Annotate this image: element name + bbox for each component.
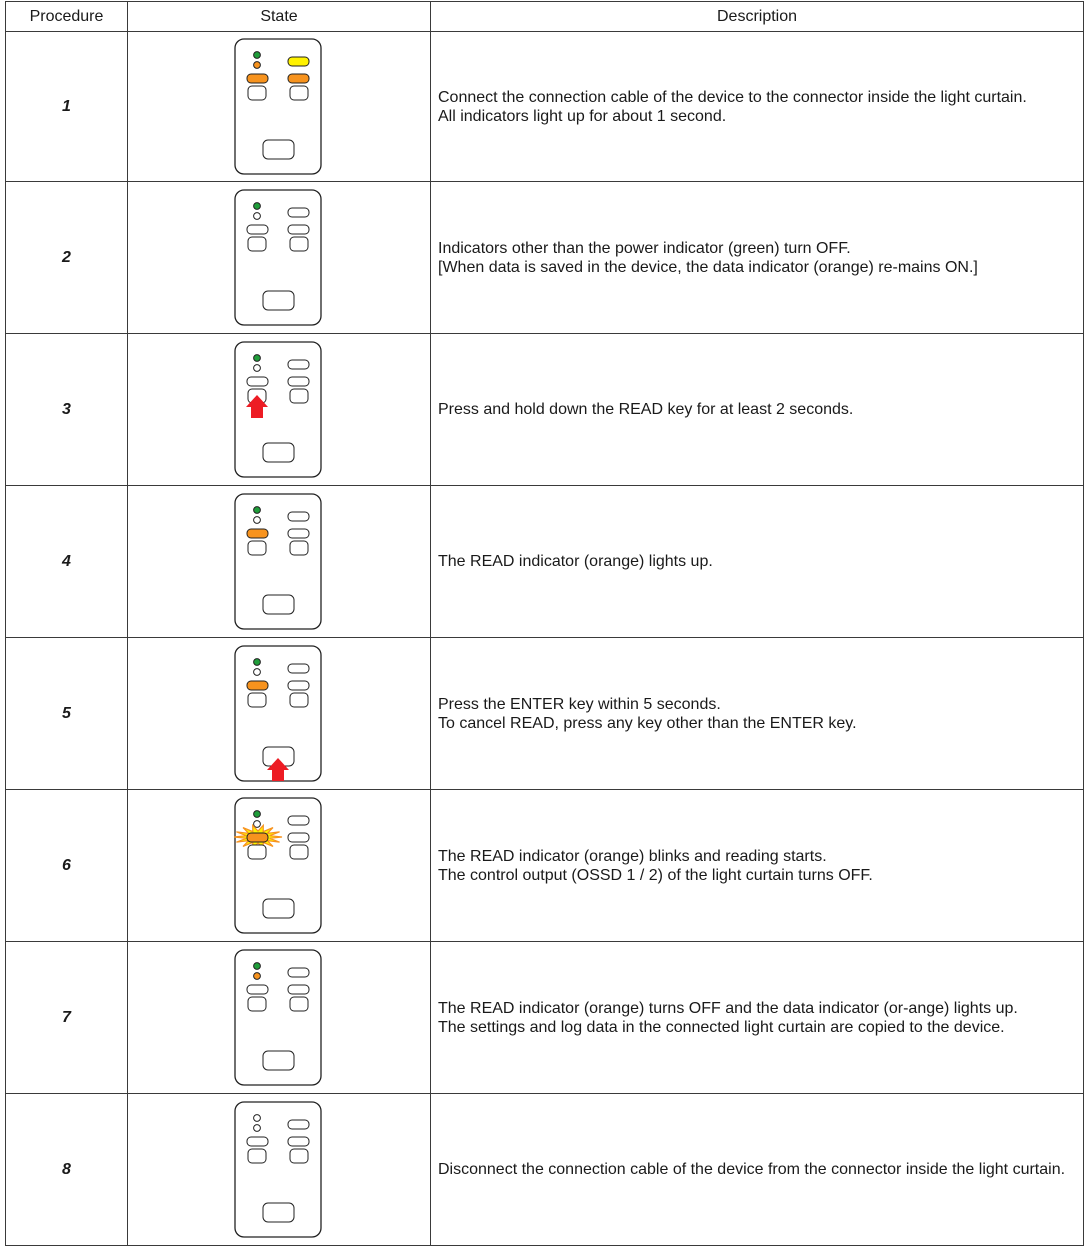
read-indicator xyxy=(247,74,268,83)
data-indicator xyxy=(254,972,261,979)
mode-key xyxy=(290,541,308,555)
device-diagram xyxy=(234,797,324,935)
mode-key xyxy=(290,389,308,403)
enter-key xyxy=(263,1051,294,1070)
right-indicator xyxy=(288,529,309,538)
top-right-indicator xyxy=(288,968,309,977)
description-cell xyxy=(431,790,1084,942)
device-diagram xyxy=(234,645,324,783)
data-indicator xyxy=(254,820,261,827)
data-indicator xyxy=(254,668,261,675)
description-cell xyxy=(431,32,1084,182)
top-right-indicator xyxy=(288,816,309,825)
state-cell xyxy=(128,790,431,942)
procedure-number: 1 xyxy=(6,32,128,182)
top-right-indicator xyxy=(288,664,309,673)
procedure-row xyxy=(6,942,1084,1094)
data-indicator xyxy=(254,61,261,68)
enter-key xyxy=(263,1203,294,1222)
description-line: The READ indicator (orange) turns OFF and the data indicator (or-ange) lights up. xyxy=(438,999,1018,1017)
state-cell xyxy=(128,942,431,1094)
read-indicator xyxy=(247,681,268,690)
description-cell xyxy=(431,334,1084,486)
procedure-rows xyxy=(6,32,1084,1246)
description-line: Press and hold down the READ key for at least 2 seconds. xyxy=(438,401,854,418)
data-indicator xyxy=(254,1124,261,1131)
procedure-row xyxy=(6,32,1084,182)
data-indicator xyxy=(254,364,261,371)
device-diagram xyxy=(234,189,324,327)
procedure-number: 4 xyxy=(6,486,128,638)
procedure-row xyxy=(6,638,1084,790)
header-description: Description xyxy=(431,2,1084,32)
read-indicator xyxy=(247,833,268,842)
procedure-number: 8 xyxy=(6,1094,128,1246)
read-indicator xyxy=(247,985,268,994)
procedure-row xyxy=(6,334,1084,486)
device-diagram xyxy=(234,1101,324,1239)
description-line: To cancel READ, press any key other than the ENTER key. xyxy=(438,714,857,732)
description-line: The READ indicator (orange) blinks and reading starts. xyxy=(438,847,827,865)
read-indicator xyxy=(247,225,268,234)
mode-key xyxy=(290,1149,308,1163)
top-right-indicator xyxy=(288,1120,309,1129)
read-key xyxy=(248,693,266,707)
procedure-number: 6 xyxy=(6,790,128,942)
procedure-row xyxy=(6,1094,1084,1246)
right-indicator xyxy=(288,377,309,386)
read-key xyxy=(248,845,266,859)
description-line: The control output (OSSD 1 / 2) of the light curtain turns OFF. xyxy=(438,866,873,884)
power-indicator xyxy=(254,202,261,209)
top-right-indicator xyxy=(288,208,309,217)
state-cell xyxy=(128,182,431,334)
description-line: The READ indicator (orange) lights up. xyxy=(438,553,713,570)
enter-key xyxy=(263,899,294,918)
read-key xyxy=(248,1149,266,1163)
header-procedure: Procedure xyxy=(6,2,128,32)
right-indicator xyxy=(288,833,309,842)
enter-key xyxy=(263,443,294,462)
state-cell xyxy=(128,1094,431,1246)
read-key xyxy=(248,237,266,251)
top-right-indicator xyxy=(288,57,309,66)
description-line: [When data is saved in the device, the data indicator (orange) re-mains ON.] xyxy=(438,258,978,276)
procedure-number: 5 xyxy=(6,638,128,790)
mode-key xyxy=(290,237,308,251)
power-indicator xyxy=(254,810,261,817)
state-cell xyxy=(128,334,431,486)
description-line: Indicators other than the power indicator (green) turn OFF. xyxy=(438,239,851,257)
power-indicator xyxy=(254,51,261,58)
mode-key xyxy=(290,86,308,100)
procedure-number: 7 xyxy=(6,942,128,1094)
procedure-number: 3 xyxy=(6,334,128,486)
power-indicator xyxy=(254,1114,261,1121)
description-cell xyxy=(431,1094,1084,1246)
procedure-row xyxy=(6,182,1084,334)
power-indicator xyxy=(254,658,261,665)
right-indicator xyxy=(288,681,309,690)
top-right-indicator xyxy=(288,360,309,369)
read-indicator xyxy=(247,529,268,538)
description-line: The settings and log data in the connected light curtain are copied to the device. xyxy=(438,1018,1005,1036)
description-line: Disconnect the connection cable of the device from the connector inside the light curtain. xyxy=(438,1161,1066,1178)
description-cell xyxy=(431,942,1084,1094)
description-cell xyxy=(431,638,1084,790)
device-diagram xyxy=(234,949,324,1087)
data-indicator xyxy=(254,212,261,219)
procedure-row xyxy=(6,790,1084,942)
procedure-row xyxy=(6,486,1084,638)
description-cell xyxy=(431,486,1084,638)
power-indicator xyxy=(254,506,261,513)
right-indicator xyxy=(288,74,309,83)
enter-key xyxy=(263,595,294,614)
procedure-number: 2 xyxy=(6,182,128,334)
enter-key xyxy=(263,140,294,159)
right-indicator xyxy=(288,1137,309,1146)
description-line: All indicators light up for about 1 second. xyxy=(438,107,727,125)
state-cell xyxy=(128,638,431,790)
right-indicator xyxy=(288,985,309,994)
state-cell xyxy=(128,32,431,182)
state-cell xyxy=(128,486,431,638)
description-line: Connect the connection cable of the device to the connector inside the light curtain. xyxy=(438,88,1027,106)
description-line: Press the ENTER key within 5 seconds. xyxy=(438,695,721,713)
mode-key xyxy=(290,845,308,859)
mode-key xyxy=(290,693,308,707)
device-diagram xyxy=(234,341,324,479)
read-key xyxy=(248,541,266,555)
header-row xyxy=(6,2,1084,32)
mode-key xyxy=(290,997,308,1011)
device-diagram xyxy=(234,38,324,176)
description-cell xyxy=(431,182,1084,334)
right-indicator xyxy=(288,225,309,234)
read-indicator xyxy=(247,377,268,386)
power-indicator xyxy=(254,354,261,361)
top-right-indicator xyxy=(288,512,309,521)
power-indicator xyxy=(254,962,261,969)
procedure-table xyxy=(5,1,1084,1246)
read-indicator xyxy=(247,1137,268,1146)
enter-key xyxy=(263,291,294,310)
data-indicator xyxy=(254,516,261,523)
read-key xyxy=(248,86,266,100)
device-diagram xyxy=(234,493,324,631)
read-key xyxy=(248,997,266,1011)
header-state: State xyxy=(128,2,431,32)
